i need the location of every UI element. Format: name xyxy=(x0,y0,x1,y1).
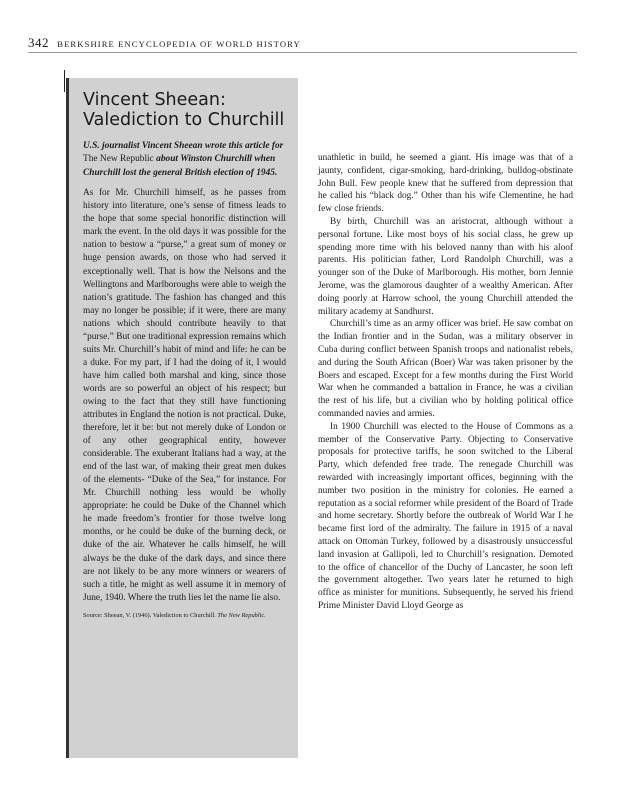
main-paragraph: Churchill’s time as an army officer was brief. He saw combat on the Indian frontier and in the Sudan, was a military observer in Cuba during conflict between Spanish troops and nationalist rebels, and during the South African (Boer) War was taken prisoner by the Boers and escaped. Except for a few months during the First World War when he commanded a battalion in France, he was a civilian the rest of his life, but a civilian who by holding political office commanded navies and armies. xyxy=(318,319,573,419)
running-head xyxy=(28,35,301,51)
sidebar-intro-part1: U.S. journalist Vincent Sheean wrote this article for xyxy=(83,141,284,151)
sidebar-source xyxy=(83,611,286,620)
sidebar-source-prefix: Source: Sheean, V. (1946). Valediction to Churchill. xyxy=(83,611,216,619)
page-number: 342 xyxy=(28,35,49,50)
main-paragraph: By birth, Churchill was an aristocrat, although without a personal fortune. Like most boys of his social class, he grew up spending more time with his beloved nanny than with his aloof parents. His politician father, Lord Randolph Churchill, was a younger son of the Duke of Marlborough. His mother, born Jennie Jerome, was the glamorous daughter of a wealthy American. After doing poorly at Harrow school, the young Churchill attended the military academy at Sandhurst. xyxy=(318,216,573,317)
sidebar-title xyxy=(83,90,286,130)
sidebar-title-line1: Vincent Sheean: xyxy=(83,90,226,110)
main-paragraph: unathletic in build, he seemed a giant. His image was that of a jaunty, confident, cigar-smoking, hard-drinking, bulldog-obstinate John Bull. Few people knew that he suffered from depression that he called his “black dog.” Other than his wife Clementine, he had few close friends. xyxy=(318,153,573,215)
sidebar-marker-line xyxy=(64,70,65,92)
sidebar-body: As for Mr. Churchill himself, as he passes from history into literature, one’s sense of fitness leads to the hope that some special honorific distinction will mark the event. In the old days it was possible for the nation to bestow a “purse,” a great sum of money or huge pension awards, on those who had served it exceptionally well. That is how the Nelsons and the Wellingtons and Marlboroughs were able to weigh the nation’s gratitude. The fashion has changed and this may no longer be possible; if it were, there are many nations which should contribute heavily to that “purse.” But one traditional expression remains which suits Mr. Churchill’s habit of mind and life: he can be a duke. For my part, if I had the doing of it, I would have him called both marshal and king, since those words are so powerful an object of his respect; but owing to the fact that they still have functioning attributes in England the notion is not practical. Duke, therefore, let it be: but not merely duke of London or of any other geographical entity, however considerable. The exuberant Italians had a way, at the end of the last war, of making their great men dukes of the elements- “Duke of the Sea,” for instance. For Mr. Churchill nothing less would be wholly appropriate: he could be Duke of the Channel which he made freedom’s frontier for those twelve long months, or he could be duke of the burning deck, or duke of the air. Whatever he calls himself, he will always be the duke of the dark days, and since there are not likely to be any more winners or wearers of such a title, he might as well assume it in memory of June, 1940. Where the truth lies let the name lie also. xyxy=(83,188,286,603)
sidebar-intro-publication: The New Republic xyxy=(83,154,154,165)
sidebar-title-line2: Valediction to Churchill xyxy=(83,110,285,130)
sidebar-intro xyxy=(83,140,286,180)
sidebar-box xyxy=(66,78,298,758)
main-column xyxy=(318,152,573,613)
header-rule xyxy=(28,52,577,53)
main-paragraph: In 1900 Churchill was elected to the House of Commons as a member of the Conservative Party. Objecting to Conservative proposals for protective tariffs, he soon switched to the Liberal Party, which defended free trade. The renegade Churchill was rewarded with increasingly important offices, beginning with the number two position in the ministry for colonies. He earned a reputation as a social reformer while president of the Board of Trade and home secretary. Shortly before the outbreak of World War I he became first lord of the admiralty. The failure in 1915 of a naval attack on Ottoman Turkey, followed by a disastrously unsuccessful land invasion at Gallipoli, led to Churchill’s resignation. Demoted to the office of chancellor of the Duchy of Lancaster, he soon left the government altogether. Two years later he returned to high office as minister for munitions. Subsequently, he served his friend Prime Minister David Lloyd George as xyxy=(318,421,573,611)
sidebar-intro-part2: about Winston Churchill when Churchill lost the general British election of 1945. xyxy=(83,154,278,178)
running-title: BERKSHIRE ENCYCLOPEDIA OF WORLD HISTORY xyxy=(57,39,301,49)
sidebar-source-publication: The New Republic. xyxy=(217,611,266,619)
